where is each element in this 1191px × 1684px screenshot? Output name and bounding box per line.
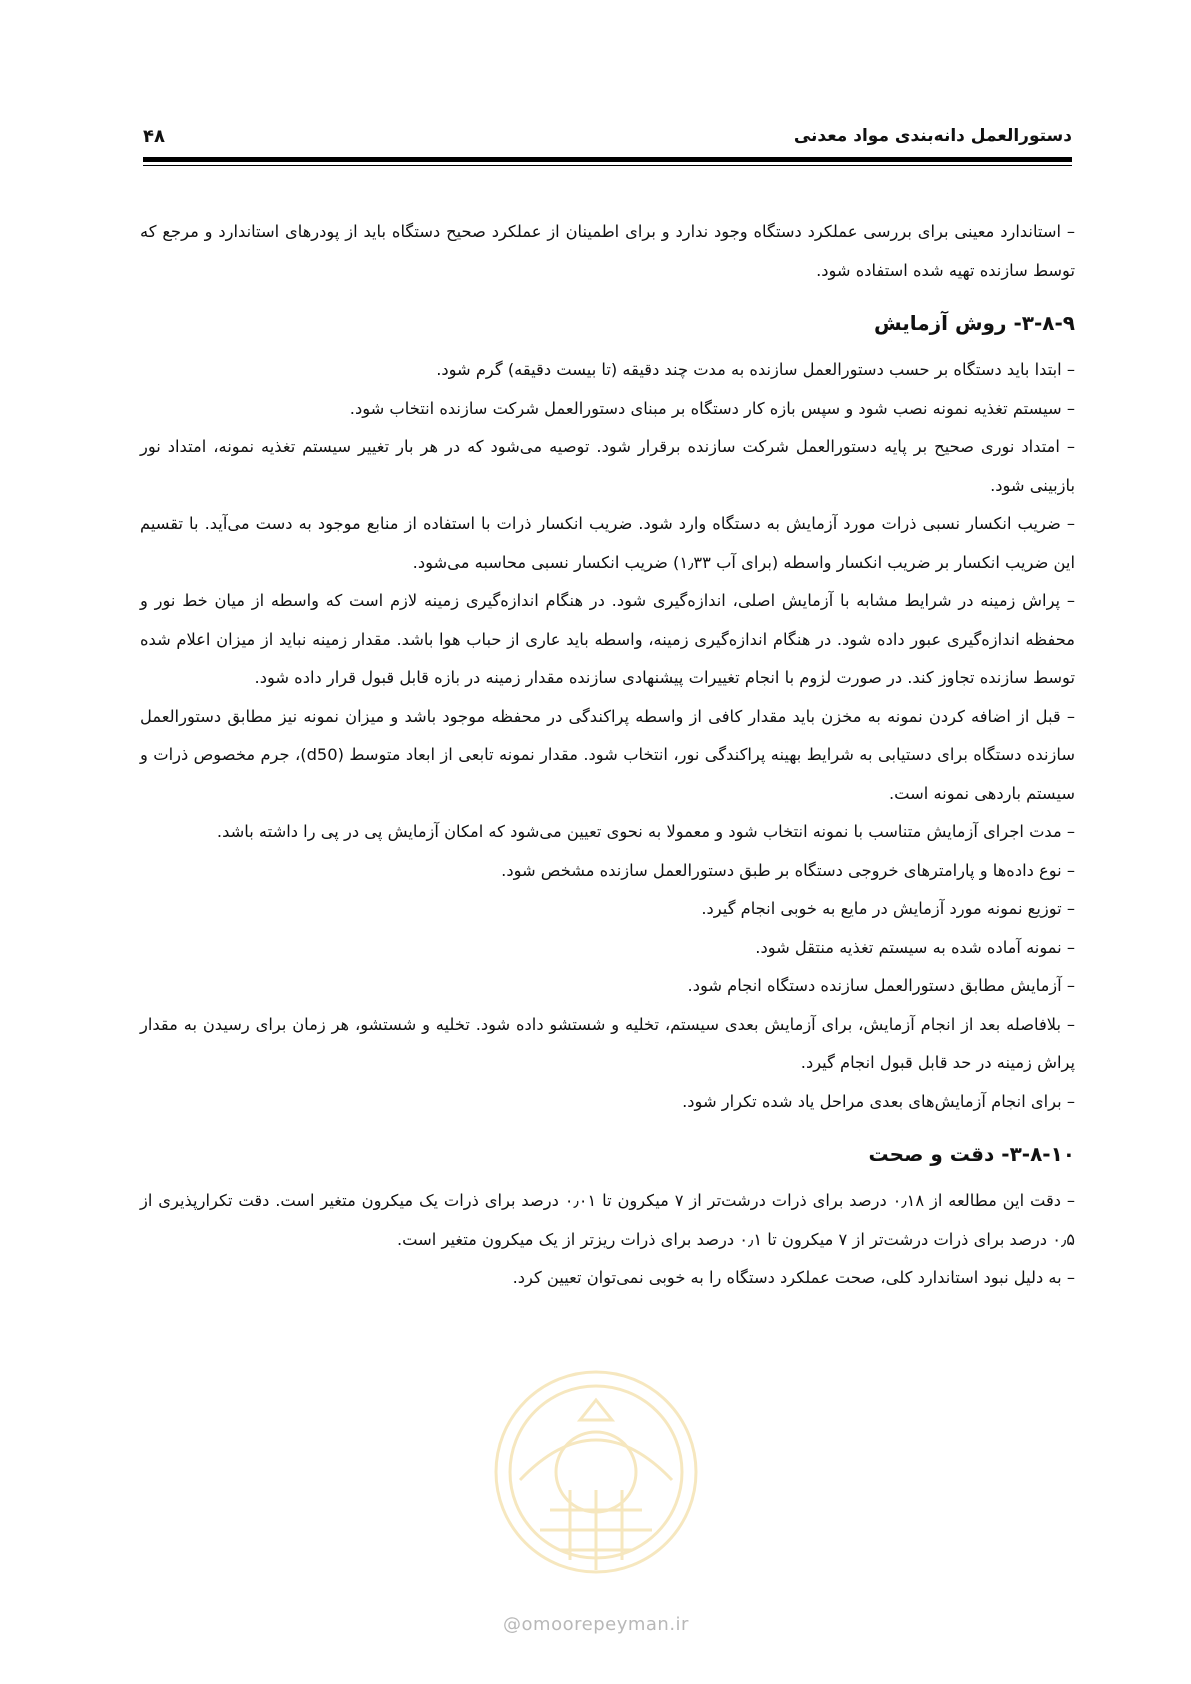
page-content <box>140 213 1075 1298</box>
page-header <box>143 126 1072 156</box>
section-10-heading: ۳-۸-۱۰- دقت و صحت <box>868 1142 1075 1166</box>
watermark-seal <box>480 1360 712 1635</box>
header-title: دستورالعمل دانه‌بندی مواد معدنی <box>793 126 1072 146</box>
watermark-text: @omoorepeyman.ir <box>503 1614 689 1635</box>
list-item: – سیستم تغذیه نمونه نصب شود و سپس بازه کار دستگاه بر مبنای دستورالعمل شرکت سازنده انتخاب شود. <box>349 398 1075 418</box>
header-rule-thick <box>143 157 1072 162</box>
list-item: – برای انجام آزمایش‌های بعدی مراحل یاد شده تکرار شود. <box>682 1091 1075 1111</box>
list-item: – نمونه آماده شده به سیستم تغذیه منتقل شود. <box>755 937 1075 957</box>
list-item: – آزمایش مطابق دستورالعمل سازنده دستگاه انجام شود. <box>687 976 1075 995</box>
list-item: – قبل از اضافه کردن نمونه به مخزن باید مقدار کافی از واسطه پراکندگی در محفظه موجود باشد و میزان نمونه نیز مطابق دستورالعمل سازنده دستگاه برای دستیابی به شرایط بهینه پراکندگی نور، انتخاب شود. مقدار نمونه تابعی از ابعاد متوسط (d50)، جرم مخصوص ذرات و سیستم باردهی نمونه است. <box>140 706 1075 803</box>
list-item: – پراش زمینه در شرایط مشابه با آزمایش اصلی، اندازه‌گیری شود. در هنگام اندازه‌گیری زمینه لازم است که واسطه از میان خط نور و محفظه اندازه‌گیری عبور داده شود. در هنگام اندازه‌گیری زمینه، واسطه باید عاری از حباب هوا باشد. مقدار زمینه نباید از میزان اعلام شده توسط سازنده تجاوز کند. در صورت لزوم با انجام تغییرات پیشنهادی سازنده مقدار زمینه در بازه قابل قبول قرار داده شود. <box>140 591 1075 687</box>
list-item: – ابتدا باید دستگاه بر حسب دستورالعمل سازنده به مدت چند دقیقه (تا بیست دقیقه) گرم شود. <box>436 360 1075 379</box>
list-item: – امتداد نوری صحیح بر پایه دستورالعمل شرکت سازنده برقرار شود. توصیه می‌شود که در هر بار تغییر سیستم تغذیه نمونه، امتداد نور بازبینی شود. <box>140 437 1075 495</box>
list-item: – بلافاصله بعد از انجام آزمایش، برای آزمایش بعدی سیستم، تخلیه و شستشو داده شود. تخلیه و شستشو، هر زمان برای رسیدن به مقدار پراش زمینه در حد قابل قبول انجام گیرد. <box>140 1014 1075 1072</box>
list-item: – نوع داده‌ها و پارامترهای خروجی دستگاه بر طبق دستورالعمل سازنده مشخص شود. <box>501 860 1075 880</box>
list-item: – به دلیل نبود استاندارد کلی، صحت عملکرد دستگاه را به خوبی نمی‌توان تعیین کرد. <box>512 1268 1075 1287</box>
intro-paragraph: – استاندارد معینی برای بررسی عملکرد دستگاه وجود ندارد و برای اطمینان از عملکرد صحیح دستگاه باید از پودرهای استاندارد و مرجع که توسط سازنده تهیه شده استفاده شود. <box>140 222 1075 280</box>
list-item: – ضریب انکسار نسبی ذرات مورد آزمایش به دستگاه وارد شود. ضریب انکسار ذرات با استفاده از منابع موجود به دست می‌آید. با تقسیم این ضریب انکسار بر ضریب انکسار واسطه (برای آب ۱٫۳۳) ضریب انکسار نسبی محاسبه می‌شود. <box>140 514 1075 572</box>
list-item: – توزیع نمونه مورد آزمایش در مایع به خوبی انجام گیرد. <box>701 899 1075 918</box>
watermark-seal-icon <box>480 1360 712 1600</box>
list-item: – دقت این مطالعه از ۰٫۱۸ درصد برای ذرات درشت‌تر از ۷ میکرون تا ۰٫۰۱ درصد برای ذرات یک میکرون متغیر است. دقت تکرارپذیری از ۰٫۵ درصد برای ذرات درشت‌تر از ۷ میکرون تا ۰٫۱ درصد برای ذرات ریزتر از یک میکرون متغیر است. <box>140 1191 1075 1249</box>
list-item: – مدت اجرای آزمایش متناسب با نمونه انتخاب شود و معمولا به نحوی تعیین می‌شود که امکان آزمایش پی در پی را داشته باشد. <box>216 822 1075 841</box>
header-rule-thin <box>143 165 1072 166</box>
section-9-heading: ۳-۸-۹- روش آزمایش <box>873 311 1075 335</box>
page-number: ۴۸ <box>143 126 165 147</box>
